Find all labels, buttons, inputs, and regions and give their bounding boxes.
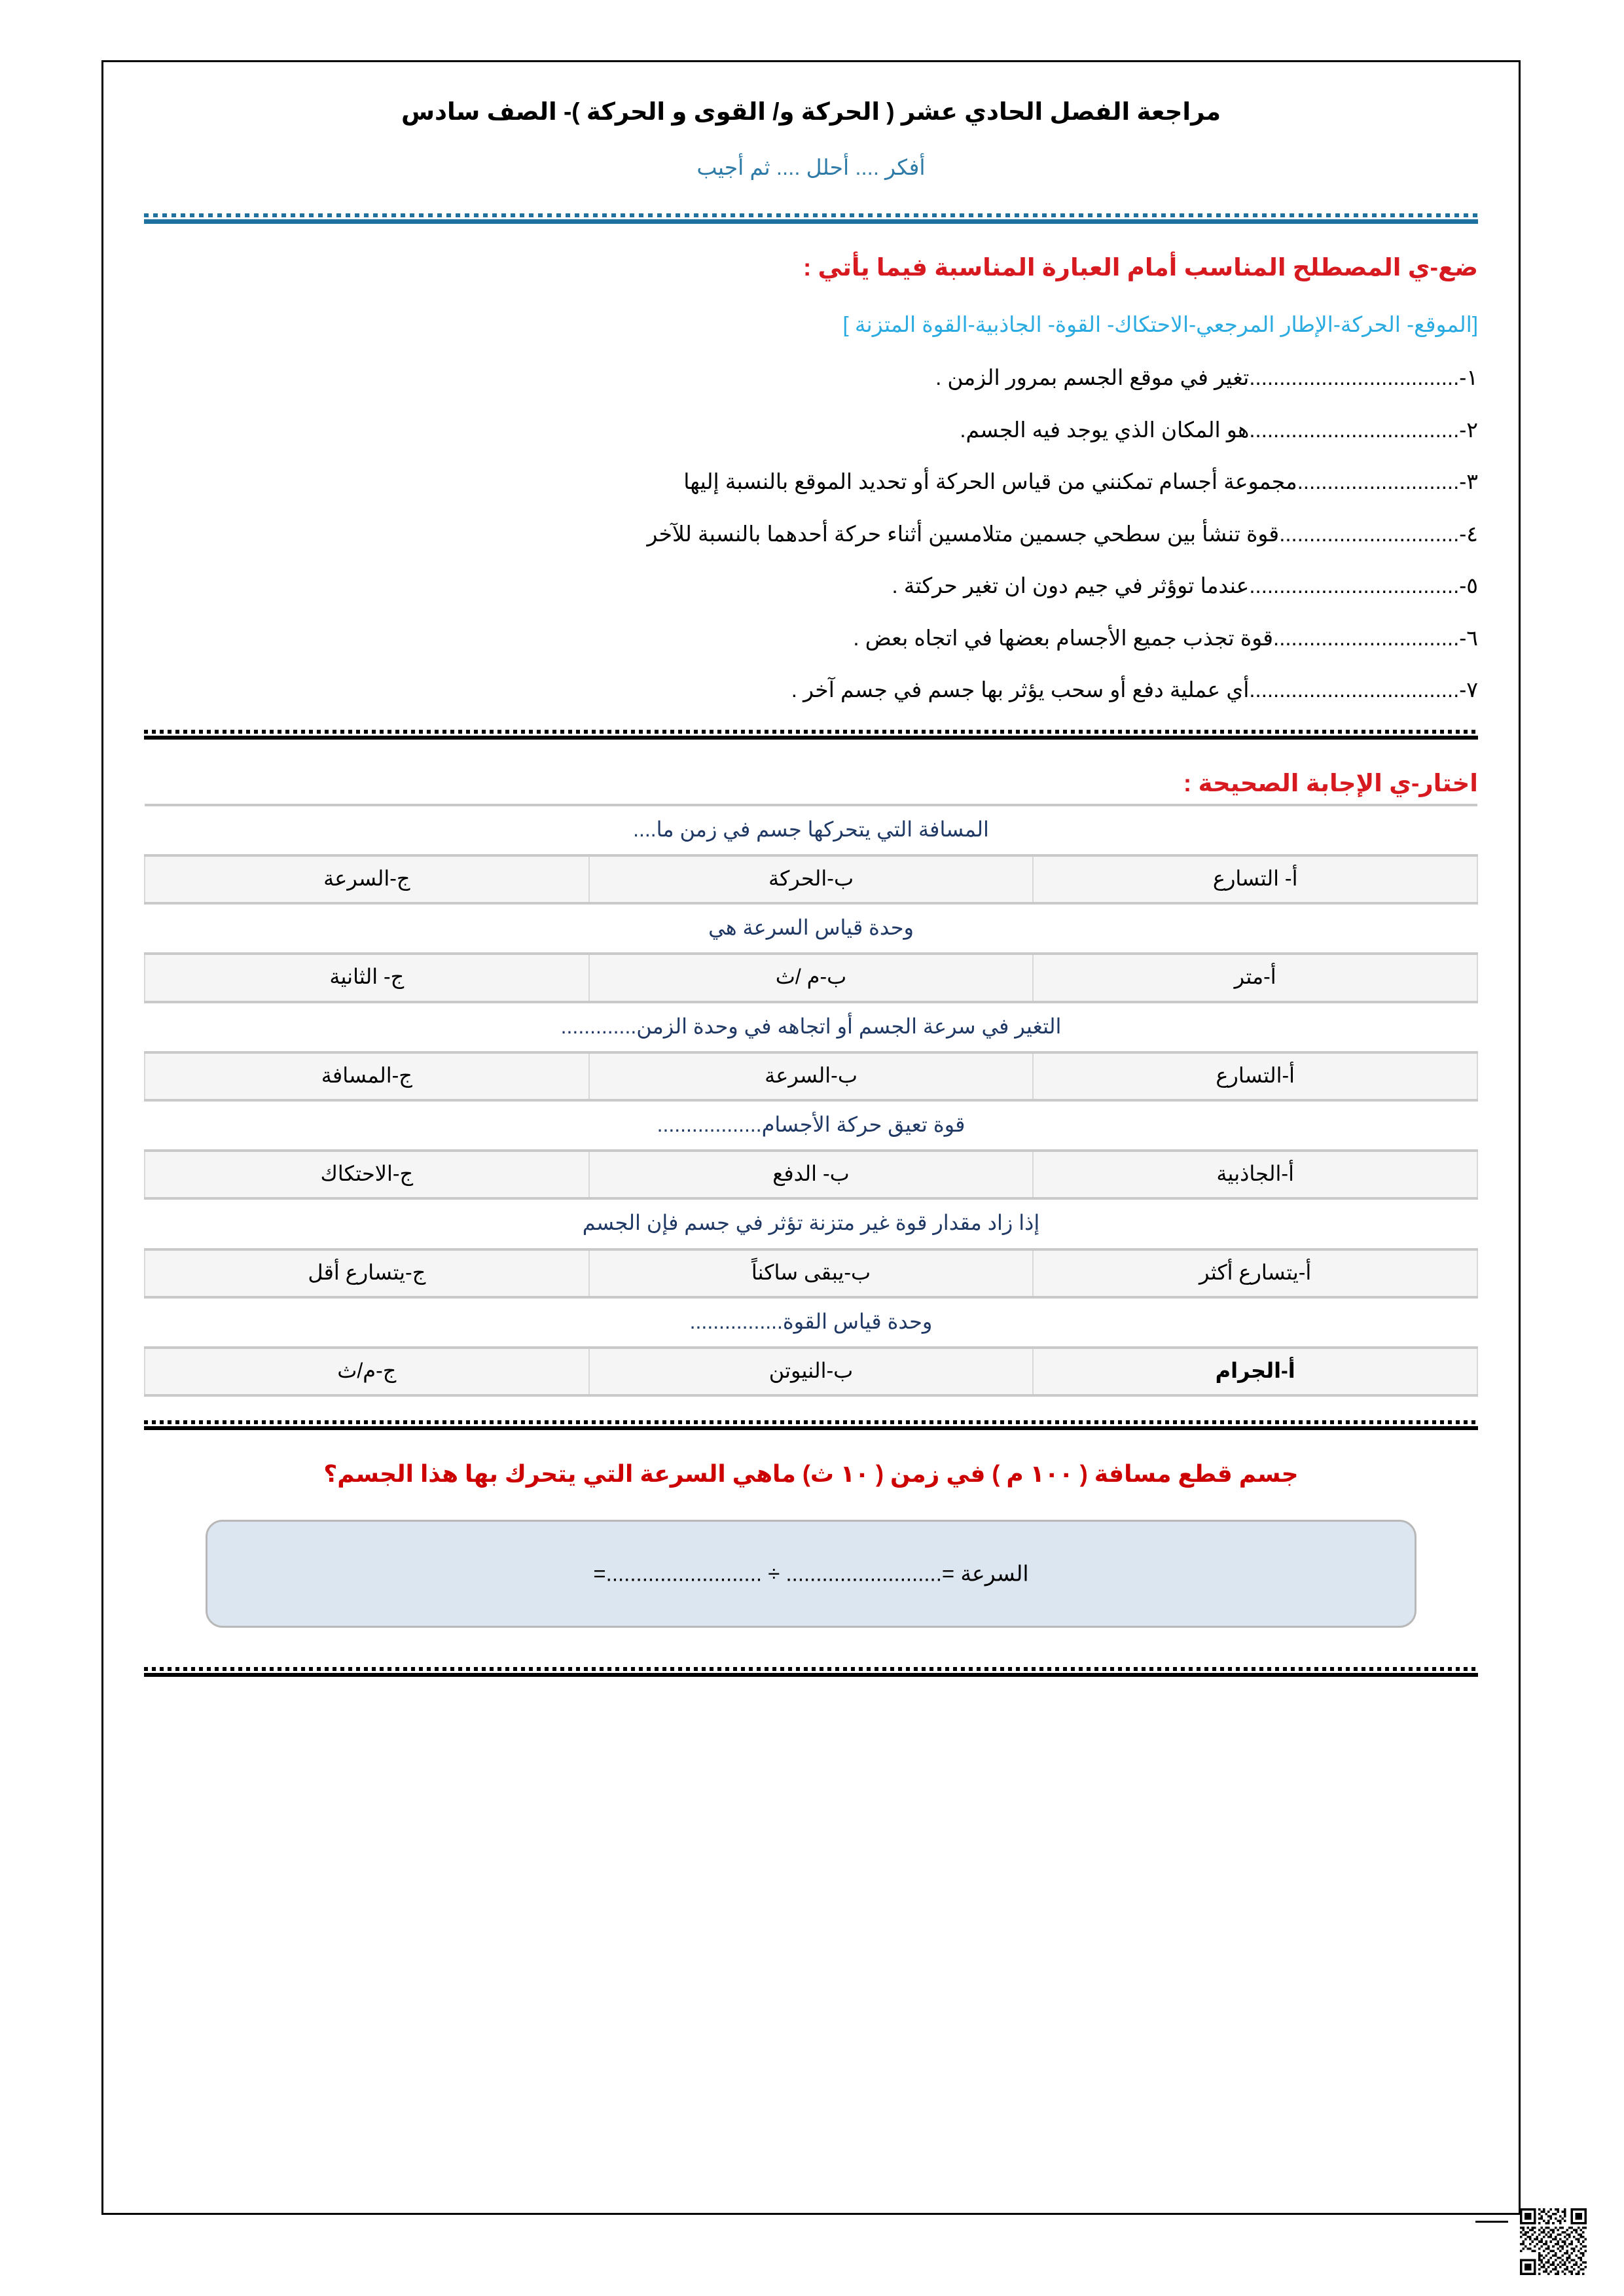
answer-work-area[interactable]	[206, 1520, 1416, 1628]
mcq-option-b[interactable]: ب-م /ث	[589, 954, 1034, 1001]
answer-formula-line[interactable]: السرعة =.......................... ÷ ..........................=	[593, 1561, 1029, 1586]
mcq-option-c[interactable]: ج-يتسارع أقل	[145, 1249, 589, 1297]
table-row	[145, 1249, 1477, 1297]
item-number: ٤-	[1459, 521, 1478, 546]
divider-dots	[144, 1667, 1478, 1671]
divider-bar	[144, 1426, 1478, 1430]
answer-blank[interactable]: ...................................	[1249, 417, 1460, 442]
item-number: ١-	[1459, 365, 1478, 390]
table-row	[145, 954, 1477, 1001]
mcq-option-a[interactable]: أ- التسارع	[1033, 855, 1477, 903]
mcq-option-b[interactable]: ب-السرعة	[589, 1052, 1034, 1100]
divider-dots	[144, 730, 1478, 734]
item-number: ٢-	[1459, 417, 1478, 442]
multiple-choice-table	[144, 804, 1478, 1397]
divider-bar	[144, 219, 1478, 224]
answer-blank[interactable]: ...................................	[1249, 573, 1460, 598]
table-row	[145, 1052, 1477, 1100]
mcq-option-a[interactable]: أ-الجاذبية	[1033, 1151, 1477, 1198]
item-number: ٦-	[1459, 625, 1478, 650]
page-title: مراجعة الفصل الحادي عشر ( الحركة و/ القوى و الحركة )- الصف سادس	[401, 98, 1221, 125]
mcq-option-c[interactable]: ج-المسافة	[145, 1052, 589, 1100]
fill-in-blank-list	[144, 361, 1478, 706]
divider-dots	[144, 213, 1478, 217]
mcq-option-c[interactable]: ج-م/ث	[145, 1348, 589, 1395]
table-row	[145, 855, 1477, 903]
answer-blank[interactable]: ...................................	[1249, 677, 1460, 702]
mcq-option-a[interactable]: أ-الجرام	[1033, 1348, 1477, 1395]
mcq-question: وحدة قياس السرعة هي	[145, 903, 1477, 954]
black-divider	[144, 730, 1478, 740]
item-text: عندما توؤثر في جيم دون ان تغير حركتة .	[892, 573, 1250, 598]
section2-instruction: اختار-ي الإجابة الصحيحة :	[1183, 769, 1478, 797]
answer-blank[interactable]: ...................................	[1249, 365, 1460, 390]
mcq-question: وحدة قياس القوة................	[145, 1297, 1477, 1348]
divider-bar	[144, 736, 1478, 740]
worksheet-page	[115, 60, 1507, 2215]
mcq-option-a[interactable]: أ-التسارع	[1033, 1052, 1477, 1100]
corner-tick-mark	[1475, 2221, 1508, 2223]
mcq-question: المسافة التي يتحركها جسم في زمن ما....	[145, 805, 1477, 855]
item-text: تغير في موقع الجسم بمرور الزمن .	[935, 365, 1250, 390]
mcq-option-c[interactable]: ج- الثانية	[145, 954, 589, 1001]
page-subtitle: أفكر .... أحلل .... ثم أجيب	[696, 155, 926, 180]
table-row	[145, 903, 1477, 954]
item-text: هو المكان الذي يوجد فيه الجسم.	[960, 417, 1250, 442]
section1-instruction: ضع-ي المصطلح المناسب أمام العبارة المناسبة فيما يأتي :	[803, 253, 1478, 281]
mcq-option-b[interactable]: ب-الحركة	[589, 855, 1034, 903]
mcq-option-c[interactable]: ج-الاحتكاك	[145, 1151, 589, 1198]
mcq-option-c[interactable]: ج-السرعة	[145, 855, 589, 903]
item-text: قوة تجذب جميع الأجسام بعضها في اتجاه بعض .	[853, 625, 1274, 650]
divider-dots	[144, 1420, 1478, 1424]
table-row	[145, 1002, 1477, 1052]
item-number: ٧-	[1459, 677, 1478, 702]
blue-divider	[144, 213, 1478, 224]
table-row	[145, 1100, 1477, 1151]
black-divider	[144, 1667, 1478, 1677]
qr-code-icon	[1520, 2208, 1587, 2275]
table-row	[145, 805, 1477, 855]
mcq-question: إذا زاد مقدار قوة غير متزنة تؤثر في جسم فإن الجسم	[145, 1198, 1477, 1249]
item-text: أي عملية دفع أو سحب يؤثر بها جسم في جسم آخر .	[791, 677, 1250, 702]
qr-code-svg	[1520, 2208, 1587, 2275]
mcq-option-b[interactable]: ب-يبقى ساكناً	[589, 1249, 1034, 1297]
item-number: ٣-	[1459, 469, 1478, 494]
answer-blank[interactable]: ...............................	[1273, 625, 1460, 650]
mcq-option-a[interactable]: أ-يتسارع أكثر	[1033, 1249, 1477, 1297]
item-number: ٥-	[1459, 573, 1478, 598]
list-item	[144, 673, 1478, 706]
table-row	[145, 1198, 1477, 1249]
table-row	[145, 1151, 1477, 1198]
section1-word-bank: [الموقع- الحركة-الإطار المرجعي-الاحتكاك- القوة- الجاذبية-القوة المتزنة ]	[842, 312, 1478, 336]
item-text: قوة تنشأ بين سطحي جسمين متلامسين أثناء حركة أحدهما بالنسبة للآخر	[647, 521, 1280, 546]
word-problem-text: جسم قطع مسافة ( ١٠٠ م ) في زمن ( ١٠ ث) ماهي السرعة التي يتحرك بها هذا الجسم؟	[323, 1460, 1299, 1488]
table-row	[145, 1348, 1477, 1395]
list-item	[144, 622, 1478, 655]
answer-blank[interactable]: ..............................	[1279, 521, 1460, 546]
list-item	[144, 569, 1478, 602]
list-item	[144, 465, 1478, 498]
list-item	[144, 361, 1478, 394]
list-item	[144, 414, 1478, 446]
divider-bar	[144, 1673, 1478, 1677]
mcq-option-b[interactable]: ب-النيوتن	[589, 1348, 1034, 1395]
item-text: مجموعة أجسام تمكنني من قياس الحركة أو تحديد الموقع بالنسبة إليها	[683, 469, 1297, 494]
table-row	[145, 1297, 1477, 1348]
mcq-option-a[interactable]: أ-متر	[1033, 954, 1477, 1001]
list-item	[144, 518, 1478, 550]
mcq-question: التغير في سرعة الجسم أو اتجاهه في وحدة الزمن.............	[145, 1002, 1477, 1052]
mcq-option-b[interactable]: ب- الدفع	[589, 1151, 1034, 1198]
black-divider	[144, 1420, 1478, 1430]
mcq-question: قوة تعيق حركة الأجسام..................	[145, 1100, 1477, 1151]
answer-blank[interactable]: ...........................	[1297, 469, 1460, 494]
